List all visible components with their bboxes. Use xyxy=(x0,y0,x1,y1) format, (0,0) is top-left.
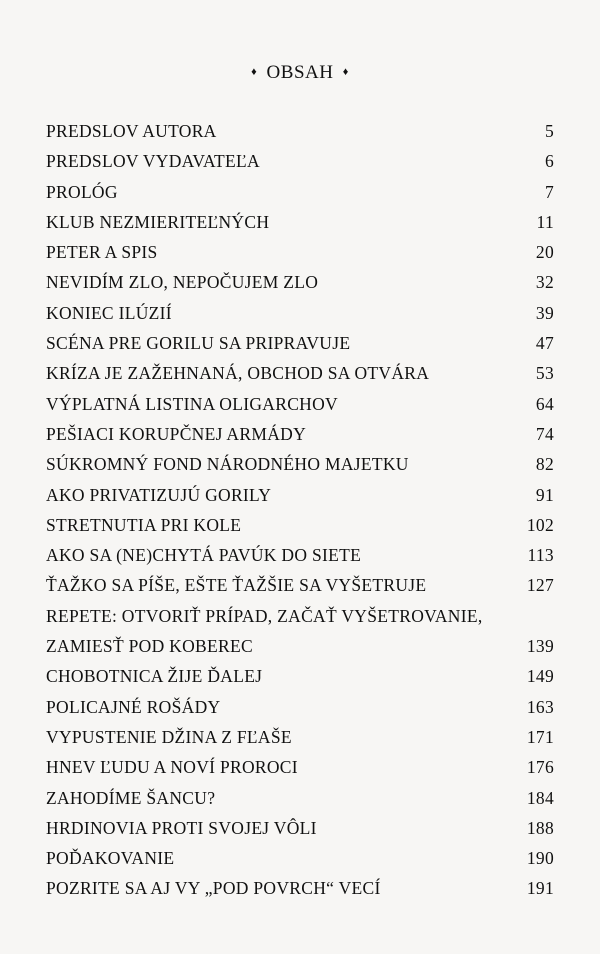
toc-entry xyxy=(46,692,554,722)
toc-entry-title: PREDSLOV VYDAVATEĽA xyxy=(46,151,260,172)
toc-entry-title: VYPUSTENIE DŽINA Z FĽAŠE xyxy=(46,726,292,747)
diamond-ornament-icon: ♦ xyxy=(251,66,258,78)
toc-entry-title: ZAHODÍME ŠANCU? xyxy=(46,787,216,808)
toc-entry xyxy=(46,480,554,510)
toc-entry-title: NEVIDÍM ZLO, NEPOČUJEM ZLO xyxy=(46,272,319,293)
toc-entry-page-number: 102 xyxy=(526,514,554,535)
toc-entry-title: PREDSLOV AUTORA xyxy=(46,121,217,141)
toc-entry-page-number: 32 xyxy=(535,272,554,293)
contents-heading xyxy=(0,62,600,84)
toc-entry xyxy=(46,116,554,146)
toc-entry xyxy=(46,358,554,388)
toc-entry-title: POĎAKOVANIE xyxy=(46,848,175,869)
toc-entry-title: KONIEC ILÚZIÍ xyxy=(46,302,172,323)
toc-entry-page-number: 5 xyxy=(544,121,554,141)
toc-entry xyxy=(46,146,554,176)
toc-entry-title: AKO PRIVATIZUJÚ GORILY xyxy=(46,484,272,505)
toc-entry-page-number: 64 xyxy=(535,393,554,414)
toc-entry-page-number: 113 xyxy=(527,545,554,566)
toc-entry xyxy=(46,540,554,570)
diamond-ornament-icon: ♦ xyxy=(342,66,349,78)
toc-entry xyxy=(46,419,554,449)
toc-entry-title: STRETNUTIA PRI KOLE xyxy=(46,514,242,535)
toc-entry-page-number: 163 xyxy=(526,696,554,717)
toc-entry xyxy=(46,177,554,207)
toc-entry xyxy=(46,298,554,328)
toc-entry-title: KRÍZA JE ZAŽEHNANÁ, OBCHOD SA OTVÁRA xyxy=(46,363,430,384)
toc-entry xyxy=(46,661,554,691)
toc-entry xyxy=(46,389,554,419)
toc-entry-title: HRDINOVIA PROTI SVOJEJ VÔLI xyxy=(46,817,317,838)
toc-entry xyxy=(46,570,554,600)
toc-entry-title: REPETE: OTVORIŤ PRÍPAD, ZAČAŤ VYŠETROVANIE, xyxy=(46,605,483,626)
toc-entry-page-number: 47 xyxy=(535,333,554,354)
toc-entry xyxy=(46,267,554,297)
toc-entry xyxy=(46,783,554,813)
toc-entry-page-number: 39 xyxy=(535,302,554,323)
toc-entry-title: AKO SA (NE)CHYTÁ PAVÚK DO SIETE xyxy=(46,545,362,566)
toc-entry-page-number: 7 xyxy=(544,181,554,202)
toc-entry-page-number: 127 xyxy=(526,575,554,596)
toc-entry-page-number: 191 xyxy=(526,878,554,899)
toc-entry xyxy=(46,873,554,903)
toc-entry-title: CHOBOTNICA ŽIJE ĎALEJ xyxy=(46,666,263,687)
toc-entry-title: SCÉNA PRE GORILU SA PRIPRAVUJE xyxy=(46,333,351,354)
toc-entry-page-number: 149 xyxy=(526,666,554,687)
toc-entry-title: SÚKROMNÝ FOND NÁRODNÉHO MAJETKU xyxy=(46,454,409,475)
toc-entry-title: VÝPLATNÁ LISTINA OLIGARCHOV xyxy=(46,393,338,414)
toc-entry-page-number: 190 xyxy=(526,848,554,869)
toc-entry xyxy=(46,328,554,358)
toc-entry-title: KLUB NEZMIERITEĽNÝCH xyxy=(46,211,270,232)
toc-entry xyxy=(46,601,554,631)
toc-entry-title: POLICAJNÉ ROŠÁDY xyxy=(46,696,221,717)
toc-entry-page-number: 82 xyxy=(535,454,554,475)
toc-entry xyxy=(46,510,554,540)
contents-heading-text: OBSAH xyxy=(266,62,334,83)
toc-entry-page-number: 171 xyxy=(526,726,554,747)
toc-entry-title: PEŠIACI KORUPČNEJ ARMÁDY xyxy=(46,423,307,444)
toc-entry xyxy=(46,207,554,237)
toc-entry xyxy=(46,843,554,873)
toc-entry-title: POZRITE SA AJ VY „POD POVRCH“ VECÍ xyxy=(46,878,381,899)
toc-entry-page-number: 184 xyxy=(526,787,554,808)
toc-entry-title: ZAMIESŤ POD KOBEREC xyxy=(46,636,253,657)
toc-entry xyxy=(46,449,554,479)
toc-entry xyxy=(46,631,554,661)
toc-entry-page-number: 20 xyxy=(535,242,554,263)
toc-entry-title: HNEV ĽUDU A NOVÍ PROROCI xyxy=(46,757,298,778)
toc-entry-page-number: 11 xyxy=(536,211,554,232)
toc-entry-page-number: 74 xyxy=(535,423,554,444)
toc-entry-page-number: 188 xyxy=(526,817,554,838)
toc-entry xyxy=(46,237,554,267)
toc-entry-page-number: 6 xyxy=(544,151,554,172)
table-of-contents xyxy=(46,116,554,904)
toc-entry-page-number: 176 xyxy=(526,757,554,778)
toc-entry xyxy=(46,813,554,843)
toc-entry-title: ŤAŽKO SA PÍŠE, EŠTE ŤAŽŠIE SA VYŠETRUJE xyxy=(46,575,427,596)
toc-entry-page-number: 139 xyxy=(526,636,554,657)
toc-entry xyxy=(46,722,554,752)
toc-entry-page-number: 53 xyxy=(535,363,554,384)
toc-entry xyxy=(46,752,554,782)
toc-entry-title: PETER A SPIS xyxy=(46,242,158,263)
toc-entry-title: PROLÓG xyxy=(46,181,118,202)
toc-entry-page-number: 91 xyxy=(535,484,554,505)
